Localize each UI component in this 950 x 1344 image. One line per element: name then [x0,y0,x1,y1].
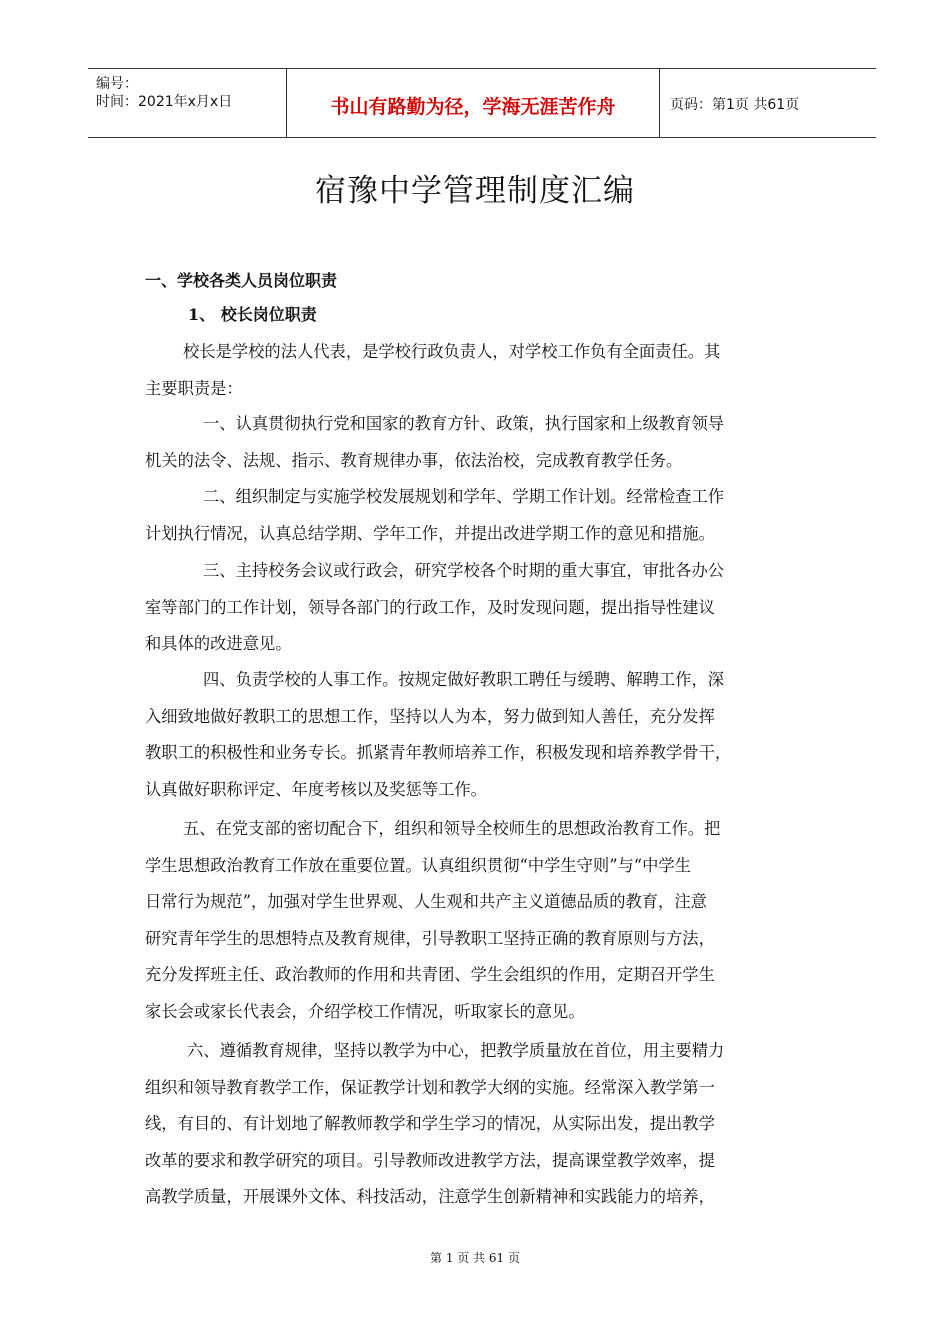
document-header [88,68,876,138]
motto: 书山有路勤为径，学海无涯苦作舟 [330,96,616,118]
page-footer: 第 1 页 共 61 页 [430,1251,520,1265]
paragraph-line: 机关的法令、法规、指示、教育规律办事，依法治校，完成教育教学任务。 [145,450,683,470]
paragraph-line: 高教学质量，开展课外文体、科技活动，注意学生创新精神和实践能力的培养， [145,1187,715,1206]
paragraph-line: 教职工的积极性和业务专长。抓紧青年教师培养工作，积极发现和培养教学骨干， [145,743,732,763]
paragraph-line: 一、认真贯彻执行党和国家的教育方针、政策，执行国家和上级教育领导 [203,414,725,433]
paragraph-line: 三、主持校务会议或行政会，研究学校各个时期的重大事宜，审批各办公 [203,561,725,580]
header-info-cell [88,69,287,137]
paragraph-line: 计划执行情况，认真总结学期、学年工作，并提出改进学期工作的意见和措施。 [145,523,715,543]
header-motto-cell [287,69,660,137]
paragraph-line: 学生思想政治教育工作放在重要位置。认真组织贯彻“中学生守则”与“中学生 [145,855,691,875]
paragraph-line: 四、负责学校的人事工作。按规定做好教职工聘任与缓聘、解聘工作，深 [203,670,725,689]
header-page-cell [660,69,876,137]
document-title: 宿豫中学管理制度汇编 [315,173,635,209]
page-label: 页码：第1页 共61页 [670,97,800,113]
paragraph-line: 改革的要求和教学研究的项目。引导教师改进教学方法，提高课堂教学效率，提 [145,1150,715,1170]
paragraph-line: 和具体的改进意见。 [145,634,292,653]
paragraph-line: 二、组织制定与实施学校发展规划和学年、学期工作计划。经常检查工作 [203,487,725,506]
paragraph-line: 校长是学校的法人代表，是学校行政负责人，对学校工作负有全面责任。其 [183,342,721,361]
paragraph-line: 家长会或家长代表会，介绍学校工作情况，听取家长的意见。 [145,1002,585,1021]
paragraph-line: 五、在党支部的密切配合下，组织和领导全校师生的思想政治教育工作。把 [183,819,721,838]
time-label: 时间：2021年x月x日 [96,94,233,110]
paragraph-line: 六、遵循教育规律，坚持以教学为中心，把教学质量放在首位，用主要精力 [187,1041,725,1060]
paragraph-line: 日常行为规范”，加强对学生世界观、人生观和共产主义道德品质的教育，注意 [145,892,707,912]
paragraph-line: 线，有目的、有计划地了解教师教学和学生学习的情况，从实际出发，提出教学 [145,1114,715,1133]
paragraph-line: 组织和领导教育教学工作，保证教学计划和教学大纲的实施。经常深入教学第一 [145,1077,715,1097]
paragraph-line: 主要职责是： [145,378,243,398]
paragraph-line: 充分发挥班主任、政治教师的作用和共青团、学生会组织的作用，定期召开学生 [145,965,715,985]
paragraph-line: 入细致地做好教职工的思想工作，坚持以人为本，努力做到知人善任，充分发挥 [145,706,715,726]
number-label: 编号： [96,76,138,92]
paragraph-line: 室等部门的工作计划，领导各部门的行政工作，及时发现问题，提出指导性建议 [145,597,715,617]
section-heading: 一、学校各类人员岗位职责 [145,271,338,290]
paragraph-line: 认真做好职称评定、年度考核以及奖惩等工作。 [145,780,487,800]
subsection-heading: 1、 校长岗位职责 [188,305,317,324]
paragraph-line: 研究青年学生的思想特点及教育规律，引导教职工坚持正确的教育原则与方法， [145,928,715,948]
